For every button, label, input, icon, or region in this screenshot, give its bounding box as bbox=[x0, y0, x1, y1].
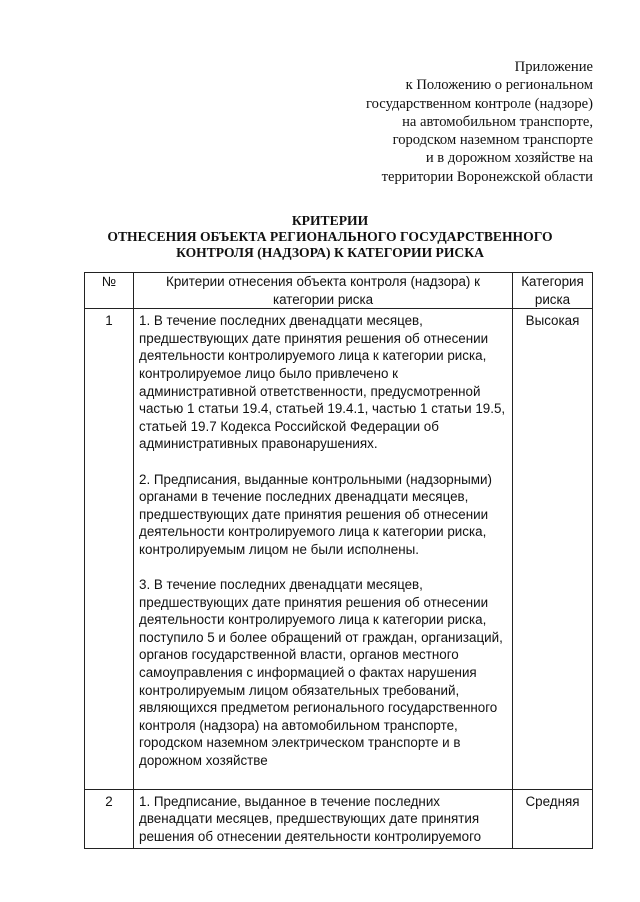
appendix-line: городском наземном транспорте bbox=[392, 132, 593, 149]
row-criteria bbox=[134, 309, 513, 789]
appendix-note bbox=[293, 58, 593, 186]
table-row bbox=[85, 789, 593, 849]
row-category: Высокая bbox=[513, 309, 593, 789]
criterion-paragraph: 2. Предписания, выданные контрольными (надзорными) органами в течение последних двенадцати месяцев, предшествующих дате принятия решения об отнесении деятельности контролируемого лица к категории риска, контролируемым лицом не были исполнены. bbox=[139, 471, 492, 557]
appendix-line: к Положению о региональном bbox=[405, 77, 593, 94]
table-header-row bbox=[85, 273, 593, 309]
title-line: КОНТРОЛЯ (НАДЗОРА) К КАТЕГОРИИ РИСКА bbox=[176, 245, 484, 260]
criteria-table bbox=[84, 272, 593, 849]
appendix-line: и в дорожном хозяйстве на bbox=[425, 150, 593, 167]
title-line: КРИТЕРИИ bbox=[291, 213, 369, 228]
row-number: 2 bbox=[85, 789, 134, 849]
row-category: Средняя bbox=[513, 789, 593, 849]
document-title bbox=[100, 213, 560, 261]
appendix-line: территории Воронежской области bbox=[381, 168, 593, 185]
appendix-line: Приложение bbox=[514, 59, 593, 75]
table-row bbox=[85, 309, 593, 789]
header-category: Категория риска bbox=[513, 273, 593, 309]
row-number: 1 bbox=[85, 309, 134, 789]
title-line: ОТНЕСЕНИЯ ОБЪЕКТА РЕГИОНАЛЬНОГО ГОСУДАРСТВЕННОГО bbox=[107, 229, 553, 244]
header-number: № bbox=[85, 273, 134, 309]
criterion-paragraph: 1. Предписание, выданное в течение последних двенадцати месяцев, предшествующих дате принятия решения об отнесении деятельности контролируемого bbox=[139, 793, 482, 844]
criterion-paragraph: 1. В течение последних двенадцати месяцев, предшествующих дате принятия решения об отнесении деятельности контролируемого лица к категории риска, контролируемое лицо было привлечено к административной ответственности, предусмотренной частью 1 статьи 19.4, статьей 19.4.1, частью 1 статьи 19.5, статьей 19.7 Кодекса Российской Федерации об административных правонарушениях. bbox=[139, 313, 506, 452]
appendix-line: на автомобильном транспорте, bbox=[402, 113, 593, 130]
header-criteria: Критерии отнесения объекта контроля (надзора) к категории риска bbox=[134, 273, 513, 309]
row-criteria bbox=[134, 789, 513, 849]
criterion-paragraph: 3. В течение последних двенадцати месяцев, предшествующих дате принятия решения об отнесении деятельности контролируемого лица к категории риска, поступило 5 и более обращений от граждан, организаций, органов государственной власти, органов местного самоуправления с информацией о фактах нарушения контролируемым лицом обязательных требований, являющихся предметом регионального государственного контроля (надзора) на автомобильном транспорте, городском наземном электрическом транспорте и в дорожном хозяйстве bbox=[139, 577, 503, 769]
appendix-line: государственном контроле (надзоре) bbox=[366, 95, 593, 112]
